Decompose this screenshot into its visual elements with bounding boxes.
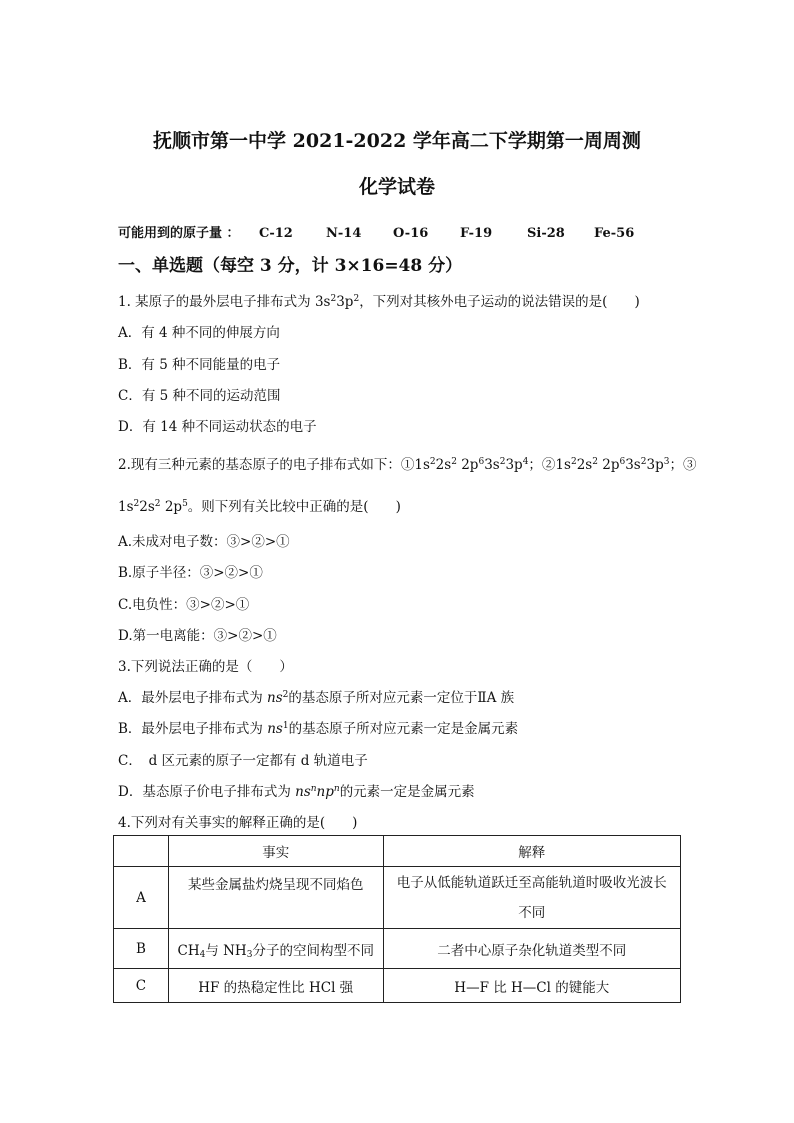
row-fact: $CH_4$与 $NH_3$分子的空间构型不同 xyxy=(168,929,383,969)
question-2-option-c: C.电负性：③>②>① xyxy=(118,597,250,613)
page-subtitle: 化学试卷 xyxy=(358,176,435,198)
atomic-mass-line xyxy=(118,222,634,241)
question-2-option-a: A.未成对电子数：③>②>① xyxy=(118,534,290,550)
question-3-stem: 3.下列说法正确的是（ ） xyxy=(118,659,293,675)
question-1-option-c: C．有 5 种不同的运动范围 xyxy=(118,388,281,404)
section-heading: 一、单选题（每空 3 分，计 3×16=48 分） xyxy=(118,256,463,276)
atomic-mass-item: C-12 xyxy=(259,226,293,241)
atomic-mass-item: F-19 xyxy=(460,226,493,241)
question-1-option-b: B．有 5 种不同能量的电子 xyxy=(118,357,281,373)
question-2-stem: 2.现有三种元素的基态原子的电子排布式如下：$①1s^22s^2$ $2p^63s^23p^4$；$②1s^22s^2$ $2p^63s^23p^3$；③ xyxy=(118,457,697,473)
row-fact: HF 的热稳定性比 HCl 强 xyxy=(168,969,383,1003)
atomic-mass-item: O-16 xyxy=(393,226,429,241)
row-explanation: H—F 比 H—Cl 的键能大 xyxy=(383,969,680,1003)
question-4-table xyxy=(113,835,681,1003)
table-header-cell: 事实 xyxy=(168,836,383,867)
row-label: C xyxy=(114,969,169,1003)
question-1-option-d: D．有 14 种不同运动状态的电子 xyxy=(118,419,317,435)
question-3-option-d: D．基态原子价电子排布式为 $ns^nnp^n$的元素一定是金属元素 xyxy=(118,784,475,800)
question-4-stem: 4.下列对有关事实的解释正确的是( ) xyxy=(118,815,358,831)
page-title: 抚顺市第一中学 2021-2022 学年高二下学期第一周周测 xyxy=(153,130,641,152)
question-1-stem: 1. 某原子的最外层电子排布式为 $3s^23p^2$，下列对其核外电子运动的说法错误的是( ) xyxy=(118,294,640,310)
question-2-stem-continued: $1s^22s^2$ $2p^5$。则下列有关比较中正确的是( ) xyxy=(118,499,401,515)
row-fact: 某些金属盐灼烧呈现不同焰色 xyxy=(168,867,383,929)
question-1-option-a: A．有 4 种不同的伸展方向 xyxy=(118,325,280,341)
row-explanation: 电子从低能轨道跃迁至高能轨道时吸收光波长 不同 xyxy=(383,867,680,929)
question-2-option-b: B.原子半径：③>②>① xyxy=(118,565,263,581)
table-row xyxy=(114,867,681,929)
atomic-mass-item: Si-28 xyxy=(527,226,565,241)
row-explanation: 二者中心原子杂化轨道类型不同 xyxy=(383,929,680,969)
question-3-option-c: C． d 区元素的原子一定都有 d 轨道电子 xyxy=(118,753,368,769)
question-3-option-a: A．最外层电子排布式为 $ns^2$的基态原子所对应元素一定位于ⅡA 族 xyxy=(118,690,515,706)
atomic-mass-item: N-14 xyxy=(326,226,362,241)
row-label: B xyxy=(114,929,169,969)
table-header-row xyxy=(114,836,681,867)
question-3-option-b: B．最外层电子排布式为 $ns^1$的基态原子所对应元素一定是金属元素 xyxy=(118,721,519,737)
atomic-mass-label: 可能用到的原子量 ： xyxy=(118,226,240,241)
question-2-option-d: D.第一电离能：③>②>① xyxy=(118,628,277,644)
row-label: A xyxy=(114,867,169,929)
table-header-cell xyxy=(114,836,169,867)
table-row xyxy=(114,969,681,1003)
atomic-mass-item: Fe-56 xyxy=(594,226,635,241)
table-row xyxy=(114,929,681,969)
table-header-cell: 解释 xyxy=(383,836,680,867)
